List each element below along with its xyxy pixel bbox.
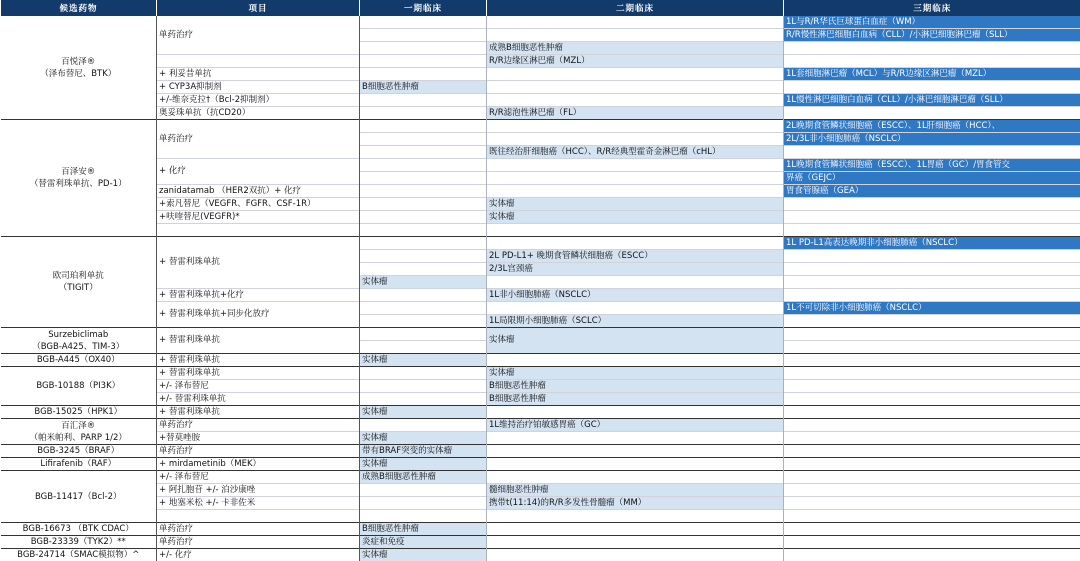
phase3-cell	[784, 523, 1080, 536]
table-row	[1, 185, 1080, 198]
item-cell: 单药治疗	[157, 120, 360, 159]
phase2-cell	[487, 432, 784, 445]
phase3-cell	[784, 393, 1080, 406]
phase2-cell	[487, 458, 784, 471]
phase1-cell	[360, 146, 487, 159]
phase1-cell: 实体瘤	[360, 354, 487, 367]
drug-name-line: （帕米帕利、PARP 1/2）	[3, 432, 155, 444]
phase3-cell	[784, 458, 1080, 471]
phase1-cell	[360, 29, 487, 42]
phase3-cell	[784, 146, 1080, 159]
table-row	[1, 445, 1080, 458]
table-row	[1, 497, 1080, 510]
phase3-cell	[784, 211, 1080, 224]
drug-name-line: 百汇泽®	[3, 420, 155, 432]
item-cell: + CYP3A抑制剂	[157, 81, 360, 94]
phase3-cell: 界癌（GEJC）	[784, 172, 1080, 185]
item-cell: + 替雷利珠单抗+同步化放疗	[157, 302, 360, 328]
drug-cell	[1, 120, 157, 237]
item-cell: + 化疗	[157, 159, 360, 185]
phase3-cell	[784, 354, 1080, 367]
phase3-cell	[784, 484, 1080, 497]
phase2-cell: 实体瘤	[487, 198, 784, 211]
phase2-cell	[487, 510, 784, 523]
item-cell: + mirdametinib（MEK）	[157, 458, 360, 471]
item-cell: 单药治疗	[157, 523, 360, 536]
table-row	[1, 536, 1080, 549]
phase1-cell	[360, 211, 487, 224]
table-row	[1, 68, 1080, 81]
phase2-cell	[487, 302, 784, 315]
drug-cell	[1, 406, 157, 419]
phase3-cell: R/R慢性淋巴细胞白血病（CLL）/小淋巴细胞淋巴瘤（SLL）	[784, 29, 1080, 42]
phase1-cell: 实体瘤	[360, 549, 487, 561]
table-row	[1, 458, 1080, 471]
table-row	[1, 94, 1080, 107]
phase1-cell	[360, 133, 487, 146]
table-row	[1, 302, 1080, 315]
table-row	[1, 198, 1080, 211]
phase2-cell: 携带t(11:14)的R/R多发性骨髓瘤（MM）	[487, 497, 784, 510]
phase1-cell	[360, 510, 487, 523]
table-row	[1, 289, 1080, 302]
phase3-cell	[784, 471, 1080, 484]
phase2-cell: 1L维持治疗铂敏感胃癌（GC）	[487, 419, 784, 432]
phase3-cell	[784, 263, 1080, 276]
table-row	[1, 237, 1080, 250]
phase2-cell: 2L PD-L1+ 晚期食管鳞状细胞癌（ESCC）	[487, 250, 784, 263]
phase1-cell	[360, 341, 487, 354]
header-phase2: 二期临床	[487, 0, 784, 16]
phase1-cell	[360, 42, 487, 55]
phase1-cell: 实体瘤	[360, 458, 487, 471]
table-row	[1, 224, 1080, 237]
drug-name-line: BGB-A445（OX40）	[3, 354, 155, 366]
phase1-cell	[360, 315, 487, 328]
table-row	[1, 120, 1080, 133]
phase1-cell	[360, 172, 487, 185]
phase1-cell	[360, 198, 487, 211]
phase2-cell	[487, 16, 784, 29]
phase3-cell	[784, 510, 1080, 523]
drug-name-line: （泽布替尼、BTK）	[3, 68, 155, 80]
drug-name-line: 百泽安®	[3, 166, 155, 178]
phase2-cell: B细胞恶性肿瘤	[487, 380, 784, 393]
phase1-cell	[360, 289, 487, 302]
phase3-cell	[784, 432, 1080, 445]
phase1-cell	[360, 16, 487, 29]
table-row	[1, 393, 1080, 406]
phase3-cell	[784, 380, 1080, 393]
item-cell: +/- 泽布替尼	[157, 471, 360, 484]
phase1-cell	[360, 302, 487, 315]
drug-name-line: Lifirafenib（RAF）	[3, 458, 155, 470]
table-row	[1, 406, 1080, 419]
table-row	[1, 107, 1080, 120]
item-cell: + 利妥昔单抗	[157, 68, 360, 81]
table-row	[1, 510, 1080, 523]
phase3-cell: 1L不可切除非小细胞肺癌（NSCLC）	[784, 302, 1080, 315]
phase2-cell: 实体瘤	[487, 211, 784, 224]
phase2-cell	[487, 172, 784, 185]
item-cell: zanidatamab （HER2双抗）+ 化疗	[157, 185, 360, 198]
item-cell: 单药治疗	[157, 536, 360, 549]
phase1-cell: 成熟B细胞恶性肿瘤	[360, 471, 487, 484]
phase3-cell	[784, 42, 1080, 55]
phase2-cell: 1L非小细胞肺癌（NSCLC）	[487, 289, 784, 302]
phase3-cell	[784, 549, 1080, 561]
table-row	[1, 471, 1080, 484]
header-phase3: 三期临床	[784, 0, 1080, 16]
phase3-cell	[784, 419, 1080, 432]
phase1-cell	[360, 380, 487, 393]
phase1-cell: 实体瘤	[360, 432, 487, 445]
phase2-cell	[487, 354, 784, 367]
drug-name-line: Surzebiclimab	[3, 329, 155, 341]
phase3-cell	[784, 341, 1080, 354]
phase3-cell	[784, 198, 1080, 211]
phase1-cell	[360, 393, 487, 406]
item-cell: + 替雷利珠单抗+化疗	[157, 289, 360, 302]
phase1-cell	[360, 419, 487, 432]
drug-name-line: BGB-15025（HPK1）	[3, 406, 155, 418]
phase2-cell: 成熟B细胞恶性肿瘤	[487, 42, 784, 55]
item-cell: 单药治疗	[157, 16, 360, 55]
phase1-cell	[360, 484, 487, 497]
phase3-cell	[784, 107, 1080, 120]
phase1-cell	[360, 328, 487, 341]
phase3-cell: 1L套细胞淋巴瘤（MCL）与R/R边缘区淋巴瘤（MZL）	[784, 68, 1080, 81]
phase2-cell: 实体瘤	[487, 367, 784, 380]
phase1-cell	[360, 120, 487, 133]
header-drug: 候选药物	[1, 0, 157, 16]
header-row	[1, 0, 1080, 16]
table-row	[1, 211, 1080, 224]
phase2-cell	[487, 445, 784, 458]
header-item: 项目	[157, 0, 360, 16]
phase1-cell: B细胞恶性肿瘤	[360, 81, 487, 94]
table-row	[1, 523, 1080, 536]
phase2-cell	[487, 224, 784, 237]
phase3-cell	[784, 289, 1080, 302]
phase3-cell: 胃食管腺癌（GEA）	[784, 185, 1080, 198]
item-cell: +/- 化疗	[157, 549, 360, 561]
phase2-cell	[487, 185, 784, 198]
item-cell: 奥妥珠单抗（抗CD20）	[157, 107, 360, 120]
phase2-cell	[487, 237, 784, 250]
table-row	[1, 549, 1080, 561]
drug-name-line: BGB-16673 （BTK CDAC）	[3, 523, 155, 535]
item-cell: +/- 替雷利珠单抗	[157, 393, 360, 406]
phase3-cell: 2L晚期食管鳞状细胞癌（ESCC）、1L肝细胞癌（HCC）、	[784, 120, 1080, 133]
phase3-cell	[784, 250, 1080, 263]
phase1-cell: 带有BRAF突变的实体瘤	[360, 445, 487, 458]
phase3-cell: 1L晚期食管鳞状细胞癌（ESCC）、1L胃癌（GC）/胃食管交	[784, 159, 1080, 172]
phase3-cell	[784, 224, 1080, 237]
item-cell: +/- 泽布替尼	[157, 380, 360, 393]
item-cell: 单药治疗	[157, 445, 360, 458]
phase1-cell	[360, 497, 487, 510]
phase1-cell	[360, 263, 487, 276]
phase2-cell	[487, 536, 784, 549]
phase1-cell: 实体瘤	[360, 406, 487, 419]
phase1-cell	[360, 185, 487, 198]
table-row	[1, 432, 1080, 445]
drug-name-line: （BGB-A425、TIM-3）	[3, 341, 155, 353]
phase3-cell	[784, 276, 1080, 289]
table-body	[1, 16, 1080, 561]
phase1-cell	[360, 237, 487, 250]
phase1-cell	[360, 68, 487, 81]
item-cell: + 替雷利珠单抗	[157, 367, 360, 380]
item-cell	[157, 224, 360, 237]
phase2-cell: 髓细胞恶性肿瘤	[487, 484, 784, 497]
phase1-cell: 炎症和免疫	[360, 536, 487, 549]
phase2-cell: B细胞恶性肿瘤	[487, 393, 784, 406]
item-cell: 单药治疗	[157, 419, 360, 432]
table-row	[1, 16, 1080, 29]
item-cell: + 替雷利珠单抗	[157, 237, 360, 289]
phase2-cell: 2/3L宫颈癌	[487, 263, 784, 276]
phase3-cell	[784, 536, 1080, 549]
phase2-cell: R/R滤泡性淋巴瘤（FL）	[487, 107, 784, 120]
item-cell	[157, 510, 360, 523]
phase2-cell	[487, 81, 784, 94]
phase2-cell	[487, 29, 784, 42]
phase2-cell	[487, 133, 784, 146]
phase3-cell: 1L与R/R华氏巨球蛋白血症（WM）	[784, 16, 1080, 29]
phase1-cell	[360, 250, 487, 263]
drug-name-line: 百悦泽®	[3, 56, 155, 68]
phase2-cell	[487, 549, 784, 561]
phase2-cell	[487, 406, 784, 419]
header-phase1: 一期临床	[360, 0, 487, 16]
phase3-cell	[784, 445, 1080, 458]
table-row	[1, 55, 1080, 68]
table-row	[1, 484, 1080, 497]
phase3-cell	[784, 55, 1080, 68]
item-cell: + 替雷利珠单抗	[157, 406, 360, 419]
phase3-cell	[784, 497, 1080, 510]
phase3-cell	[784, 81, 1080, 94]
item-cell: + 替雷利珠单抗	[157, 354, 360, 367]
phase3-cell	[784, 406, 1080, 419]
table-row	[1, 328, 1080, 341]
phase2-cell	[487, 68, 784, 81]
drug-cell	[1, 237, 157, 328]
phase3-cell: 1L慢性淋巴细胞白血病（CLL）/小淋巴细胞淋巴瘤（SLL）	[784, 94, 1080, 107]
drug-cell	[1, 354, 157, 367]
table-row	[1, 367, 1080, 380]
item-cell: +替莫唑胺	[157, 432, 360, 445]
drug-name-line: BGB-10188（PI3K）	[3, 380, 155, 392]
phase1-cell: 实体瘤	[360, 276, 487, 289]
phase2-cell	[487, 120, 784, 133]
item-cell	[157, 55, 360, 68]
phase2-cell	[487, 159, 784, 172]
phase3-cell: 1L PD-L1高表达晚期非小细胞肺癌（NSCLC）	[784, 237, 1080, 250]
table-row	[1, 419, 1080, 432]
drug-cell	[1, 445, 157, 458]
drug-cell	[1, 471, 157, 523]
phase1-cell	[360, 55, 487, 68]
drug-name-line: BGB-23339（TYK2）**	[3, 536, 155, 548]
drug-name-line: BGB-3245（BRAF）	[3, 445, 155, 457]
phase2-cell: 实体瘤	[487, 328, 784, 354]
drug-name-line: 欧司珀利单抗	[3, 270, 155, 282]
item-cell: +/-维奈克拉†（Bcl-2抑制剂）	[157, 94, 360, 107]
phase2-cell: R/R边缘区淋巴瘤（MZL）	[487, 55, 784, 68]
drug-name-line: （替雷利珠单抗、PD-1）	[3, 178, 155, 190]
phase1-cell	[360, 107, 487, 120]
table-row	[1, 81, 1080, 94]
phase2-cell	[487, 276, 784, 289]
phase1-cell	[360, 367, 487, 380]
item-cell: +呋喹替尼(VEGFR)*	[157, 211, 360, 224]
table-row	[1, 159, 1080, 172]
phase2-cell	[487, 471, 784, 484]
phase2-cell	[487, 94, 784, 107]
phase3-cell	[784, 367, 1080, 380]
drug-name-line: （TIGIT）	[3, 282, 155, 294]
phase1-cell	[360, 94, 487, 107]
drug-cell	[1, 458, 157, 471]
item-cell: + 替雷利珠单抗	[157, 328, 360, 354]
phase1-cell	[360, 159, 487, 172]
phase2-cell	[487, 523, 784, 536]
table-row	[1, 354, 1080, 367]
drug-cell	[1, 328, 157, 354]
item-cell: +索凡替尼（VEGFR、FGFR、CSF-1R）	[157, 198, 360, 211]
drug-cell	[1, 367, 157, 406]
phase3-cell	[784, 315, 1080, 328]
table-row	[1, 380, 1080, 393]
drug-name-line: BGB-24714（SMAC模拟物）^	[3, 549, 155, 561]
drug-name-line: BGB-11417（Bcl-2）	[3, 491, 155, 503]
phase2-cell: 既往经治肝细胞癌（HCC）、R/R经典型霍奇金淋巴瘤（cHL）	[487, 146, 784, 159]
item-cell: + 阿扎胞苷 +/- 泊沙康唑	[157, 484, 360, 497]
drug-cell	[1, 16, 157, 120]
drug-cell	[1, 549, 157, 561]
drug-cell	[1, 523, 157, 536]
phase3-cell	[784, 328, 1080, 341]
phase1-cell: B细胞恶性肿瘤	[360, 523, 487, 536]
phase2-cell: 1L局限期小细胞肺癌（SCLC）	[487, 315, 784, 328]
item-cell: + 地塞米松 +/- 卡非佐米	[157, 497, 360, 510]
drug-cell	[1, 419, 157, 445]
phase3-cell: 2L/3L非小细胞肺癌（NSCLC）	[784, 133, 1080, 146]
drug-cell	[1, 536, 157, 549]
phase1-cell	[360, 224, 487, 237]
